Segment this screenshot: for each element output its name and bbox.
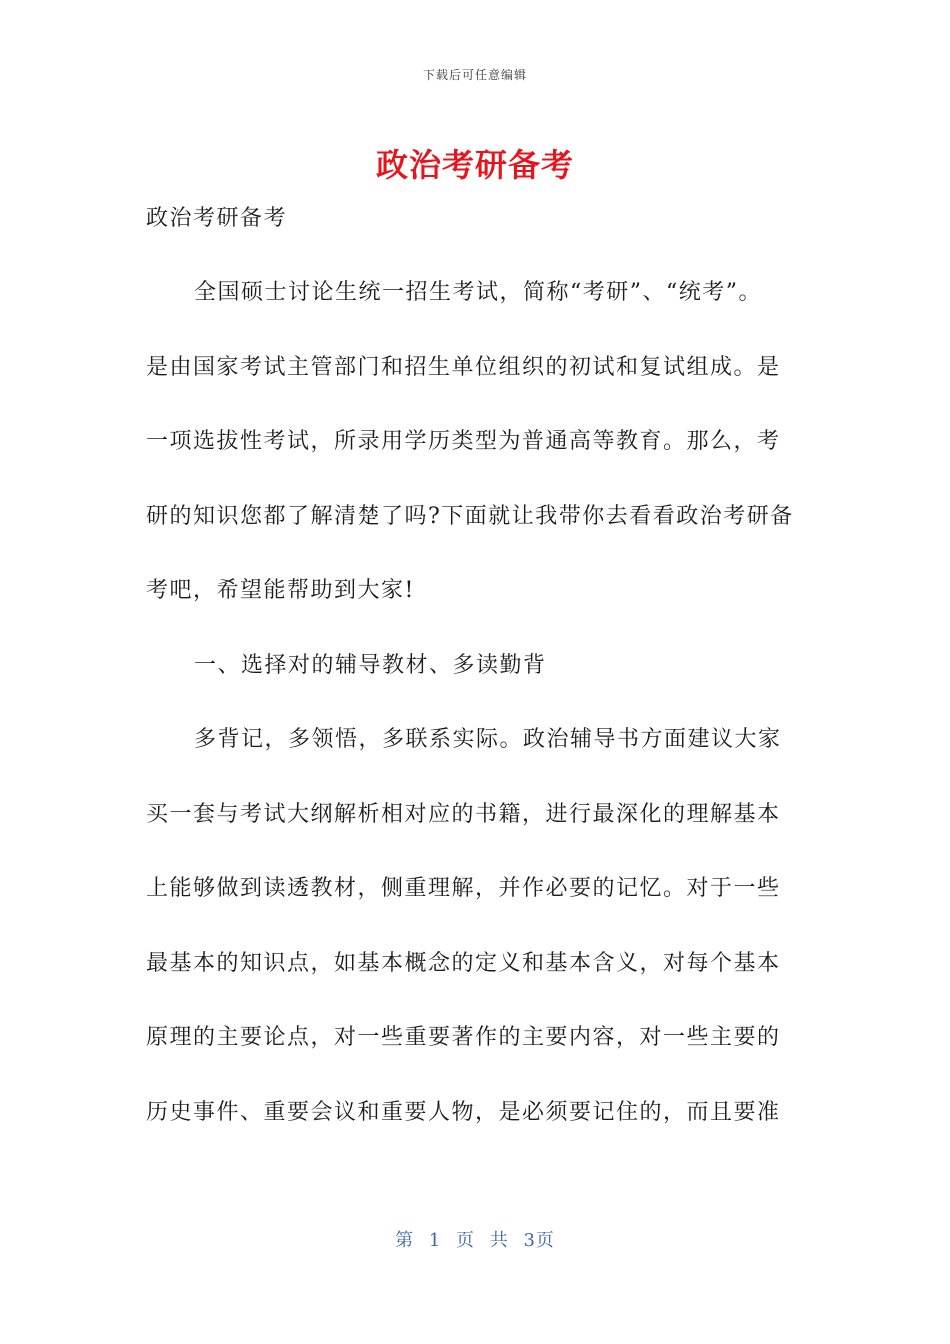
footer-page-unit: 页 <box>456 1230 475 1251</box>
body-line: 一项选拔性考试，所录用学历类型为普通高等教育。那么，考 <box>146 429 781 454</box>
body-line: 多背记，多领悟，多联系实际。政治辅导书方面建议大家 <box>194 727 782 752</box>
header-note: 下载后可任意编辑 <box>422 68 527 82</box>
page-footer <box>0 1226 950 1252</box>
body-line: 考吧，希望能帮助到大家! <box>146 578 415 603</box>
footer-page-number: 1 <box>428 1230 442 1251</box>
body-line: 是由国家考试主管部门和招生单位组织的初试和复试组成。是 <box>146 354 781 380</box>
body-line: 上能够做到读透教材，侧重理解，并作必要的记忆。对于一些 <box>146 876 781 901</box>
footer-total-label: 共 <box>489 1230 509 1251</box>
body-line: 买一套与考试大纲解析相对应的书籍，进行最深化的理解基本 <box>146 801 781 827</box>
body-line: 最基本的知识点，如基本概念的定义和基本含义，对每个基本 <box>146 950 781 976</box>
body-line: 历史事件、重要会议和重要人物，是必须要记住的，而且要准 <box>146 1099 781 1125</box>
body-line: 全国硕士讨论生统一招生考试，简称“考研”、“统考”。 <box>194 280 762 305</box>
body-line: 政治考研备考 <box>146 206 288 231</box>
document-title: 政治考研备考 <box>375 146 574 184</box>
footer-page-label: 第 <box>395 1230 415 1251</box>
body-line: 研的知识您都了解清楚了吗?下面就让我带你去看看政治考研备 <box>146 503 794 529</box>
document-body <box>146 194 806 1162</box>
body-line: 原理的主要论点，对一些重要著作的主要内容，对一些主要的 <box>146 1025 781 1050</box>
footer-total-pages: 3页 <box>523 1230 555 1251</box>
section-heading: 一、选择对的辅导教材、多读勤背 <box>194 652 547 678</box>
